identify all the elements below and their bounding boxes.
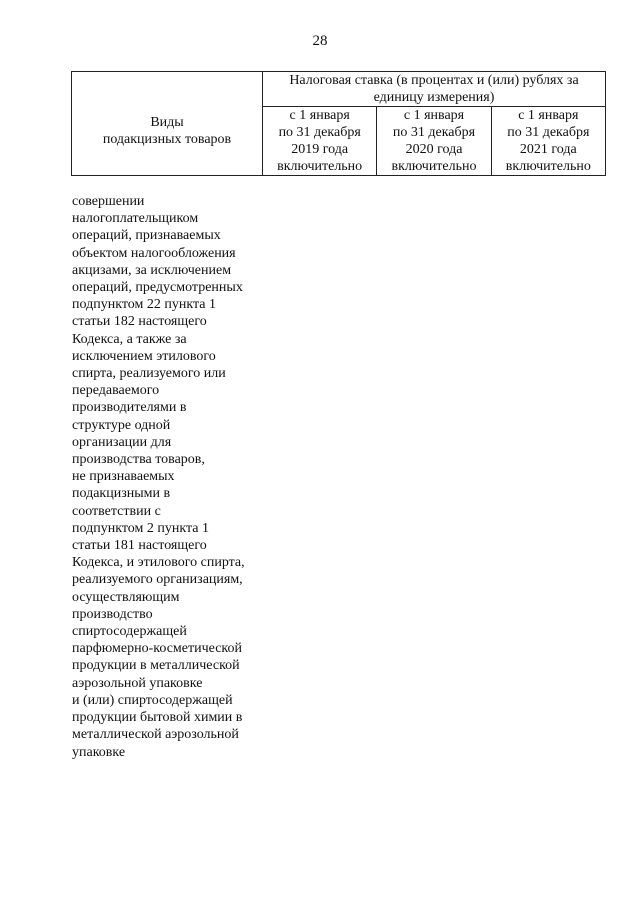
period-line: включительно — [505, 159, 591, 174]
body-text-line: статьи 181 настоящего — [72, 538, 207, 554]
body-text-line: подпунктом 2 пункта 1 — [72, 520, 209, 536]
period-line: по 31 декабря — [392, 125, 476, 140]
body-text-line: спиртосодержащей — [72, 624, 187, 640]
body-text-line: операций, признаваемых — [72, 228, 221, 244]
body-text-line: металлической аэрозольной — [72, 727, 239, 743]
period-2019-cell — [263, 107, 377, 176]
body-text-line: продукции в металлической — [72, 658, 240, 674]
tax-rate-header-line: единицу измерения) — [373, 90, 495, 105]
body-text-line: исключением этилового — [72, 348, 216, 364]
body-text-line: передаваемого — [72, 383, 160, 399]
body-text-line: упаковке — [72, 744, 126, 760]
body-text-line: продукции бытовой химии в — [72, 710, 243, 726]
period-2020-cell — [377, 107, 491, 176]
goods-types-header-cell — [72, 72, 263, 176]
period-line: по 31 декабря — [507, 125, 590, 140]
body-text-line: аэрозольной упаковке — [72, 675, 203, 691]
body-text-line: парфюмерно-косметической — [72, 641, 243, 657]
period-line: с 1 января — [518, 108, 579, 123]
body-text-line: не признаваемых — [72, 469, 175, 485]
period-line: по 31 декабря — [278, 125, 361, 140]
period-2021-cell — [491, 107, 605, 176]
body-text-line: структуре одной — [72, 417, 171, 433]
body-text-line: осуществляющим — [72, 589, 180, 605]
body-text-line: реализуемого организациям, — [72, 572, 243, 588]
body-text-line: соответствии с — [72, 503, 161, 519]
body-text-line: объектом налогообложения — [72, 245, 236, 261]
body-text-line: производства товаров, — [72, 452, 205, 468]
body-text-line: производство — [72, 606, 153, 622]
period-line: 2019 года — [291, 142, 349, 157]
period-line: включительно — [277, 159, 363, 174]
body-text-line: статьи 182 настоящего — [72, 314, 207, 330]
body-text-line: акцизами, за исключением — [72, 262, 232, 278]
goods-types-header-line: подакцизных товаров — [102, 131, 232, 147]
body-text-line: подпунктом 22 пункта 1 — [72, 297, 216, 313]
goods-description-text — [72, 193, 272, 761]
tax-rate-header-table — [71, 71, 606, 176]
body-text-line: операций, предусмотренных — [72, 280, 243, 296]
body-text-line: совершении — [72, 194, 145, 209]
body-text-line: производителями в — [72, 400, 187, 416]
body-text-line: налогоплательщиком — [72, 211, 199, 227]
page-number: 28 — [312, 33, 328, 49]
tax-rate-header-line: Налоговая ставка (в процентах и (или) рублях за — [289, 73, 579, 88]
period-line: включительно — [391, 159, 477, 174]
period-line: 2020 года — [405, 142, 463, 157]
body-text-line: организации для — [72, 434, 172, 450]
period-line: 2021 года — [519, 142, 577, 157]
period-line: с 1 января — [403, 108, 465, 123]
body-text-line: Кодекса, и этилового спирта, — [72, 555, 245, 571]
tax-rate-header-cell — [263, 72, 606, 107]
body-text-line: и (или) спиртосодержащей — [72, 692, 233, 708]
period-line: с 1 января — [289, 108, 350, 123]
body-text-line: подакцизными в — [72, 486, 171, 502]
body-text-line: спирта, реализуемого или — [72, 366, 226, 382]
goods-types-header-line: Виды — [150, 114, 184, 130]
body-text-line: Кодекса, а также за — [72, 331, 187, 347]
